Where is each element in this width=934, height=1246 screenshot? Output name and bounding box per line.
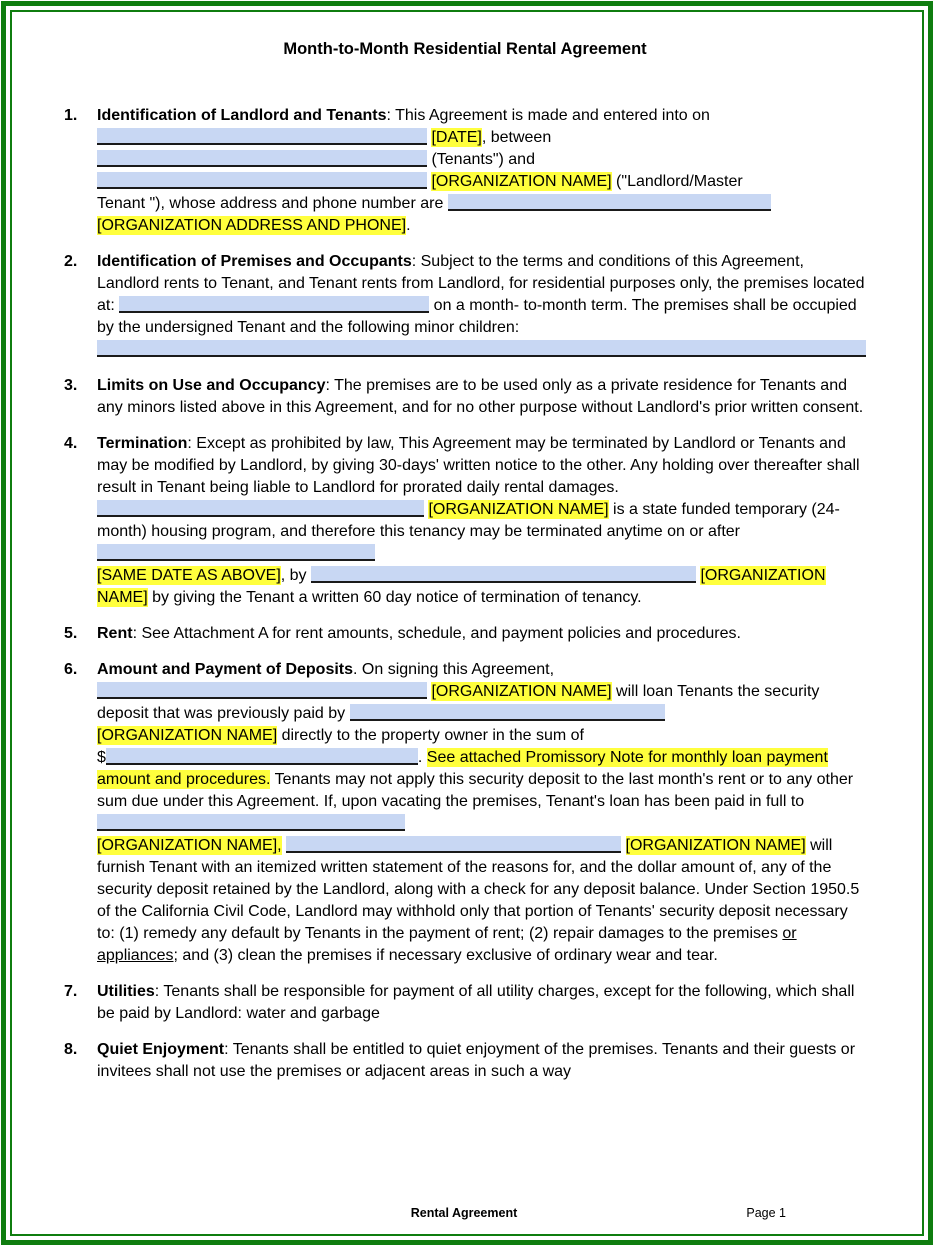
text-segment: Tenants may not apply this security deposit to the last month's rent or to any other sum due under this Agreement. If, upon vacating the premises, Tenant's loan has been paid in full to [97,771,854,810]
placeholder-highlight: [ORGANIZATION NAME] [431,173,612,190]
document-title: Month-to-Month Residential Rental Agreement [283,40,647,58]
text-segment: : Subject to the terms and conditions of this Agreement, Landlord rents to Tenant, and Tenant rents from Landlord, for residential purposes only, the premises located at: [97,253,865,314]
sections [64,105,866,1083]
full-blank-field[interactable] [97,340,866,357]
text-segment: directly to the property owner in the sum of [277,727,584,744]
section-heading: Termination [97,435,188,452]
placeholder-highlight: [ORGANIZATION ADDRESS AND PHONE] [97,217,407,234]
text-segment: . [406,217,411,234]
section-number: 6. [64,661,78,678]
text-segment: ; and (3) clean the premises if necessary exclusive of ordinary wear and tear. [173,947,718,964]
placeholder-highlight: [ORGANIZATION NAME] [97,727,278,744]
section-number: 3. [64,377,78,394]
section [64,105,866,237]
section-body [97,105,866,237]
section [64,623,866,645]
blank-field[interactable] [119,296,429,313]
section-heading: Limits on Use and Occupancy [97,377,326,394]
text-segment: : This Agreement is made and entered into on [386,107,710,124]
placeholder-highlight: [ORGANIZATION NAME] [625,837,806,854]
section-number: 7. [64,983,78,1000]
footer-doc-label: Rental Agreement [410,1206,518,1220]
blank-field[interactable] [311,566,696,583]
blank-field[interactable] [97,150,427,167]
text-segment: $ [97,749,106,766]
section-number: 4. [64,435,78,452]
blank-field[interactable] [97,814,405,831]
placeholder-highlight: [ORGANIZATION NAME], [97,837,282,854]
section [64,981,866,1025]
text-segment: : See Attachment A for rent amounts, schedule, and payment policies and procedures. [132,625,741,642]
text-segment: ("Landlord/Master [611,173,743,190]
text-segment: will loan Tenants the security deposit that was previously paid by [97,683,820,722]
footer-page-number: Page 1 [746,1206,786,1220]
blank-field[interactable] [97,682,427,699]
blank-field[interactable] [97,128,427,145]
section [64,659,866,967]
document-content [64,34,866,1097]
section-number: 2. [64,253,78,270]
text-segment: : Except as prohibited by law, This Agreement may be terminated by Landlord or Tenants and may be modified by Landlord, by giving 30-days' written notice to the other. Any holding over thereafter shall result in Tenant being liable to Landlord for prorated daily rental damages. [97,435,860,496]
placeholder-highlight: [ORGANIZATION NAME] [97,567,826,606]
section-heading: Amount and Payment of Deposits [97,661,354,678]
text-segment: is a state funded temporary (24-month) housing program, and therefore this tenancy may be terminated anytime on or after [97,501,840,540]
section-heading: Rent [97,625,133,642]
text-segment: . [417,749,427,766]
section [64,251,866,361]
section-number: 5. [64,625,78,642]
text-segment: (Tenants") and [427,151,535,168]
text-segment: by giving the Tenant a written 60 day notice of termination of tenancy. [147,589,642,606]
text-segment: . On signing this Agreement, [353,661,555,678]
section-body [97,623,866,645]
section-heading: Quiet Enjoyment [97,1041,225,1058]
section-body [97,659,866,967]
placeholder-highlight: [SAME DATE AS ABOVE] [97,567,281,584]
placeholder-highlight: [DATE] [431,129,482,146]
blank-field[interactable] [286,836,621,853]
text-segment: : Tenants shall be responsible for payment of all utility charges, except for the following, which shall be paid by Landlord: water and garbage [97,983,855,1022]
section-heading: Utilities [97,983,155,1000]
section-number: 1. [64,107,78,124]
section-body [97,251,866,361]
text-segment: will furnish Tenant with an itemized written statement of the reasons for, and the dollar amount of, any of the security deposit retained by the Landlord, along with a check for any deposit balance. Under Section 1950.5 of the California Civil Code, Landlord may withhold only that portion of Tenants' security deposit necessary to: (1) remedy any default by Tenants in the payment of rent; (2) repair damages to the premises [97,837,860,942]
section-body [97,981,866,1025]
page-footer [64,1206,864,1220]
blank-field[interactable] [350,704,665,721]
blank-field[interactable] [97,172,427,189]
section-number: 8. [64,1041,78,1058]
placeholder-highlight: [ORGANIZATION NAME] [428,501,609,518]
section-body [97,1039,866,1083]
placeholder-highlight: See attached Promissory Note for monthly loan payment amount and procedures. [97,749,828,788]
blank-field[interactable] [448,194,771,211]
section [64,375,866,419]
section [64,433,866,609]
section-heading: Identification of Landlord and Tenants [97,107,387,124]
text-segment: , between [481,129,552,146]
placeholder-highlight: [ORGANIZATION NAME] [431,683,612,700]
section-body [97,375,866,419]
text-segment: : Tenants shall be entitled to quiet enjoyment of the premises. Tenants and their guests or invitees shall not use the premises or adjacent areas in such a way [97,1041,856,1080]
text-segment: on a month- to-month term. The premises shall be occupied by the undersigned Tenant and the following minor children: [97,297,857,336]
text-segment: Tenant "), whose address and phone number are [97,195,448,212]
blank-field[interactable] [97,544,375,561]
section [64,1039,866,1083]
section-heading: Identification of Premises and Occupants [97,253,412,270]
section-body [97,433,866,609]
underlined-text: or appliances [97,925,797,964]
blank-field[interactable] [97,500,424,517]
text-segment [621,837,625,854]
text-segment: : The premises are to be used only as a private residence for Tenants and any minors listed above in this Agreement, and for no other purpose without Landlord's prior written consent. [97,377,864,416]
blank-field[interactable] [106,748,418,765]
text-segment: , by [280,567,311,584]
